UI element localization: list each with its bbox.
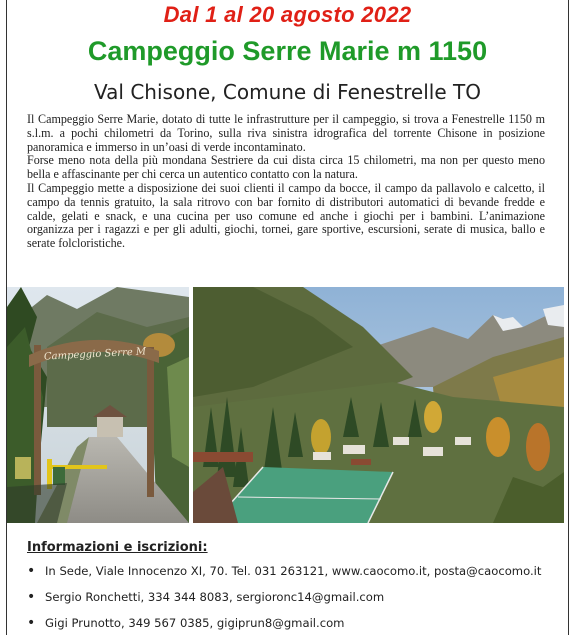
info-list (27, 561, 541, 639)
info-item-office: • In Sede, Viale Innocenzo XI, 70. Tel. 031 263121, www.caocomo.it, posta@caocomo.it (27, 561, 541, 587)
entrance-sign-text: Campeggio Serre M (43, 346, 147, 363)
page-title: Campeggio Serre Marie m 1150 (87, 36, 488, 66)
description-text (27, 113, 545, 251)
photo-valley-panorama (193, 287, 564, 523)
page-subtitle: Val Chisone, Comune di Fenestrelle TO (94, 80, 481, 104)
event-dates: Dal 1 al 20 agosto 2022 (163, 2, 412, 27)
description-paragraph-1: Il Campeggio Serre Marie, dotato di tutte le infrastrutture per il campeggio, si trova a Fenestrelle 1150 m s.l.m. a pochi chilometri da Torino, sulla riva sinistra idrografica del torrente Chisone in posizione panoramica e immerso in un’oasi di verde incontaminato. (27, 112, 545, 154)
description-paragraph-3: Il Campeggio mette a disposizione dei suoi clienti il campo da bocce, il campo da pallavolo e calcetto, il campo da tennis gratuito, la sala ritrovo con bar fornito di distributori automatici di bevande fredde e calde, gelati e snack, e una cucina per uso comune ed anche i giochi per i bambini. L’animazione organizza per i ragazzi e per gli adulti, giochi, tornei, gare sportive, escursioni, serate di musica, ballo e serate folcloristiche. (27, 180, 545, 251)
description-paragraph-2: Forse meno nota della più mondana Sestriere da cui dista circa 15 chilometri, ma non per questo meno bella e affascinante per chi cerca un autentico contatto con la natura. (27, 153, 545, 182)
photo-campsite-entrance (7, 287, 189, 523)
info-item-contact-prunotto: • Gigi Prunotto, 349 567 0385, gigiprun8@gmail.com (27, 613, 541, 639)
info-item-contact-ronchetti: • Sergio Ronchetti, 334 344 8083, sergioronc14@gmail.com (27, 587, 541, 613)
info-heading: Informazioni e iscrizioni: (27, 540, 208, 555)
